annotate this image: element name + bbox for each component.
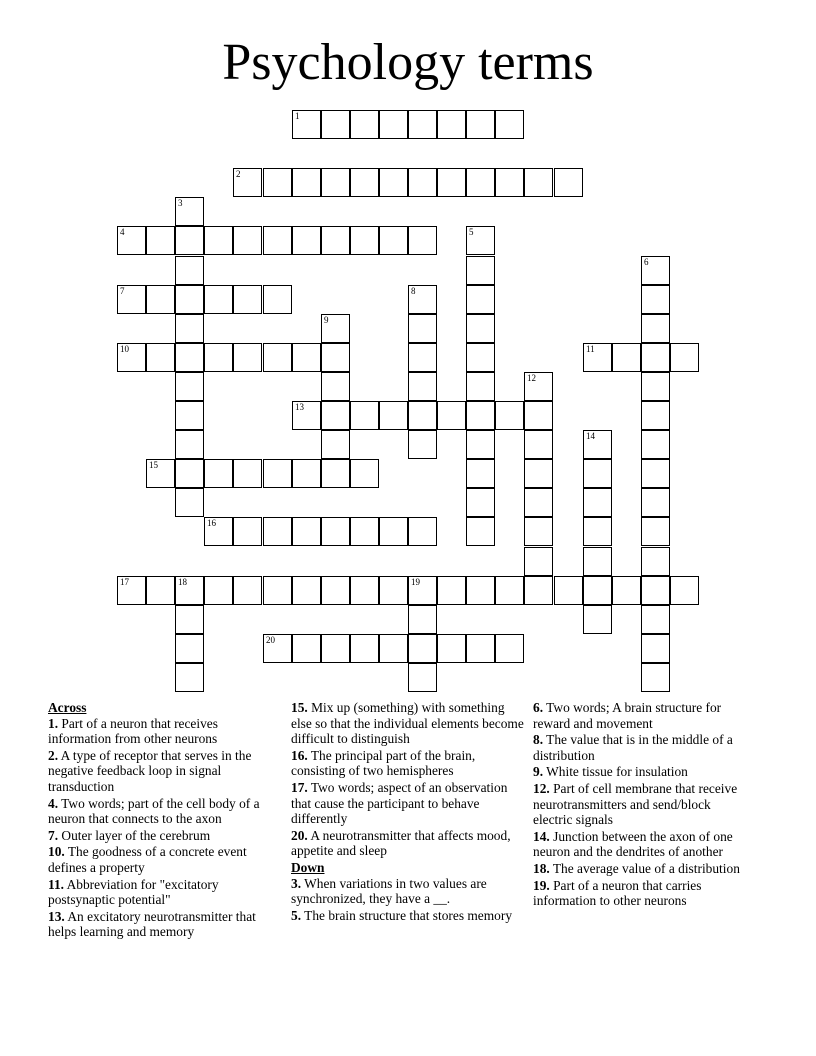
grid-cell[interactable] — [175, 605, 204, 634]
grid-cell[interactable] — [612, 343, 641, 372]
grid-cell[interactable] — [321, 110, 350, 139]
clue-number-label: 1. — [48, 715, 59, 731]
grid-cell[interactable] — [175, 401, 204, 430]
grid-cell[interactable] — [117, 576, 146, 605]
clue-number: 8 — [411, 286, 416, 296]
grid-cell[interactable] — [292, 459, 321, 488]
grid-cell[interactable] — [321, 517, 350, 546]
grid-cell[interactable] — [233, 226, 262, 255]
grid-cell[interactable] — [524, 430, 553, 459]
down-clue — [533, 732, 743, 763]
clue-number-label: 11. — [48, 876, 64, 892]
grid-cell[interactable] — [292, 634, 321, 663]
clue-number: 14 — [586, 431, 595, 441]
grid-cell[interactable] — [350, 168, 379, 197]
grid-cell[interactable] — [350, 459, 379, 488]
grid-cell[interactable] — [146, 226, 175, 255]
clue-text: A type of receptor that serves in the negative feedback loop in signal transduction — [48, 747, 252, 794]
grid-cell[interactable] — [641, 547, 670, 576]
grid-cell[interactable] — [670, 343, 699, 372]
grid-cell[interactable] — [466, 256, 495, 285]
clue-number: 15 — [149, 460, 158, 470]
grid-cell[interactable] — [466, 517, 495, 546]
grid-cell[interactable] — [466, 401, 495, 430]
clue-number-label: 16. — [291, 747, 308, 763]
grid-cell[interactable] — [175, 314, 204, 343]
grid-cell[interactable] — [263, 517, 292, 546]
grid-cell[interactable] — [233, 576, 262, 605]
grid-cell[interactable] — [466, 372, 495, 401]
grid-cell[interactable] — [292, 576, 321, 605]
clue-number: 9 — [324, 315, 329, 325]
clue-number: 7 — [120, 286, 125, 296]
clue-text: Junction between the axon of one neuron and the dendrites of another — [533, 828, 733, 860]
grid-cell[interactable] — [408, 634, 437, 663]
grid-cell[interactable] — [321, 576, 350, 605]
grid-cell[interactable] — [233, 285, 262, 314]
grid-cell[interactable] — [641, 605, 670, 634]
grid-cell[interactable] — [204, 459, 233, 488]
grid-cell[interactable] — [408, 343, 437, 372]
grid-cell[interactable] — [524, 372, 553, 401]
across-clue — [48, 844, 280, 875]
grid-cell[interactable] — [524, 401, 553, 430]
grid-cell[interactable] — [408, 576, 437, 605]
across-clue — [48, 748, 280, 795]
grid-cell[interactable] — [379, 576, 408, 605]
grid-cell[interactable] — [408, 430, 437, 459]
down-clue — [533, 764, 743, 780]
grid-cell[interactable] — [641, 517, 670, 546]
grid-cell[interactable] — [466, 168, 495, 197]
grid-cell[interactable] — [146, 343, 175, 372]
clue-text: White tissue for insulation — [546, 764, 688, 780]
grid-cell[interactable] — [466, 488, 495, 517]
grid-cell[interactable] — [583, 576, 612, 605]
clue-number: 1 — [295, 111, 300, 121]
clue-number-label: 9. — [533, 764, 544, 780]
grid-cell[interactable] — [204, 226, 233, 255]
down-clue — [533, 829, 743, 860]
grid-cell[interactable] — [495, 110, 524, 139]
grid-cell[interactable] — [554, 168, 583, 197]
grid-cell[interactable] — [292, 110, 321, 139]
grid-cell[interactable] — [175, 663, 204, 692]
grid-cell[interactable] — [408, 401, 437, 430]
grid-cell[interactable] — [321, 226, 350, 255]
clue-column-1 — [48, 700, 280, 941]
across-clue — [291, 700, 527, 747]
grid-cell[interactable] — [321, 168, 350, 197]
clue-text: A neurotransmitter that affects mood, appetite and sleep — [291, 827, 511, 859]
clue-number: 6 — [644, 257, 649, 267]
clue-column-2 — [291, 700, 527, 924]
grid-cell[interactable] — [495, 634, 524, 663]
clue-number: 13 — [295, 402, 304, 412]
across-clue — [291, 780, 527, 827]
grid-cell[interactable] — [408, 663, 437, 692]
clue-number: 10 — [120, 344, 129, 354]
clue-number-label: 12. — [533, 780, 550, 796]
grid-cell[interactable] — [292, 517, 321, 546]
grid-cell[interactable] — [350, 634, 379, 663]
grid-cell[interactable] — [321, 634, 350, 663]
across-heading: Across — [48, 700, 87, 715]
down-clue — [533, 878, 743, 909]
clue-number-label: 5. — [291, 907, 302, 923]
grid-cell[interactable] — [524, 459, 553, 488]
grid-cell[interactable] — [641, 459, 670, 488]
down-clue — [533, 861, 743, 877]
grid-cell[interactable] — [321, 430, 350, 459]
grid-cell[interactable] — [466, 430, 495, 459]
grid-cell[interactable] — [641, 343, 670, 372]
grid-cell[interactable] — [204, 576, 233, 605]
grid-cell[interactable] — [641, 634, 670, 663]
clue-number-label: 8. — [533, 732, 544, 748]
grid-cell[interactable] — [204, 517, 233, 546]
grid-cell[interactable] — [495, 576, 524, 605]
grid-cell[interactable] — [292, 226, 321, 255]
grid-cell[interactable] — [175, 459, 204, 488]
grid-cell[interactable] — [408, 605, 437, 634]
clue-number-label: 15. — [291, 700, 308, 715]
clue-number: 4 — [120, 227, 125, 237]
clue-number-label: 17. — [291, 779, 308, 795]
grid-cell[interactable] — [350, 110, 379, 139]
grid-cell[interactable] — [146, 285, 175, 314]
grid-cell[interactable] — [379, 226, 408, 255]
grid-cell[interactable] — [583, 547, 612, 576]
grid-cell[interactable] — [641, 256, 670, 285]
grid-cell[interactable] — [175, 488, 204, 517]
clue-number: 18 — [178, 577, 187, 587]
grid-cell[interactable] — [292, 168, 321, 197]
grid-cell[interactable] — [233, 517, 262, 546]
grid-cell[interactable] — [612, 576, 641, 605]
grid-cell[interactable] — [175, 634, 204, 663]
grid-cell[interactable] — [117, 226, 146, 255]
grid-cell[interactable] — [379, 401, 408, 430]
grid-cell[interactable] — [350, 226, 379, 255]
across-clue — [291, 748, 527, 779]
grid-cell[interactable] — [524, 168, 553, 197]
grid-cell[interactable] — [437, 110, 466, 139]
clue-number: 12 — [527, 373, 536, 383]
grid-cell[interactable] — [524, 576, 553, 605]
across-clue — [48, 877, 280, 908]
clue-number: 5 — [469, 227, 474, 237]
grid-cell[interactable] — [437, 634, 466, 663]
clue-number: 2 — [236, 169, 241, 179]
grid-cell[interactable] — [146, 576, 175, 605]
grid-cell[interactable] — [321, 314, 350, 343]
clue-text: Part of cell membrane that receive neurotransmitters and send/block electric signals — [533, 780, 738, 828]
grid-cell[interactable] — [466, 576, 495, 605]
grid-cell[interactable] — [263, 168, 292, 197]
clue-text: Part of a neuron that carries information to other neurons — [533, 877, 702, 909]
grid-cell[interactable] — [408, 517, 437, 546]
clue-number-label: 6. — [533, 700, 544, 715]
clue-text: An excitatory neurotransmitter that helps learning and memory — [48, 908, 256, 940]
clue-text: The brain structure that stores memory — [304, 907, 513, 923]
grid-cell[interactable] — [175, 343, 204, 372]
across-clue — [48, 909, 280, 940]
grid-cell[interactable] — [583, 605, 612, 634]
clue-number: 16 — [207, 518, 216, 528]
grid-cell[interactable] — [204, 285, 233, 314]
clue-text: Two words; A brain structure for reward and movement — [533, 700, 722, 731]
across-clue — [48, 716, 280, 747]
clue-number-label: 4. — [48, 795, 59, 811]
grid-cell[interactable] — [175, 256, 204, 285]
grid-cell[interactable] — [641, 430, 670, 459]
grid-cell[interactable] — [408, 314, 437, 343]
grid-cell[interactable] — [495, 401, 524, 430]
grid-cell[interactable] — [641, 372, 670, 401]
grid-cell[interactable] — [554, 576, 583, 605]
clue-number-label: 19. — [533, 877, 550, 893]
grid-cell[interactable] — [233, 343, 262, 372]
grid-cell[interactable] — [408, 372, 437, 401]
clue-number: 11 — [586, 344, 595, 354]
grid-cell[interactable] — [408, 226, 437, 255]
down-clue — [533, 781, 743, 828]
grid-cell[interactable] — [117, 343, 146, 372]
grid-cell[interactable] — [350, 576, 379, 605]
grid-cell[interactable] — [204, 343, 233, 372]
grid-cell[interactable] — [233, 459, 262, 488]
grid-cell[interactable] — [641, 314, 670, 343]
grid-cell[interactable] — [263, 285, 292, 314]
grid-cell[interactable] — [175, 226, 204, 255]
page-title: Psychology terms — [222, 34, 594, 91]
grid-cell[interactable] — [466, 459, 495, 488]
grid-cell[interactable] — [379, 517, 408, 546]
across-clue — [48, 828, 280, 844]
down-clue — [533, 700, 743, 731]
grid-cell[interactable] — [408, 110, 437, 139]
grid-cell[interactable] — [408, 285, 437, 314]
grid-cell[interactable] — [466, 314, 495, 343]
clue-number-label: 13. — [48, 908, 65, 924]
clue-number: 19 — [411, 577, 420, 587]
grid-cell[interactable] — [524, 547, 553, 576]
grid-cell[interactable] — [408, 168, 437, 197]
grid-cell[interactable] — [641, 401, 670, 430]
grid-cell[interactable] — [263, 226, 292, 255]
clue-number-label: 10. — [48, 844, 65, 860]
grid-cell[interactable] — [175, 430, 204, 459]
grid-cell[interactable] — [466, 110, 495, 139]
clue-number-label: 2. — [48, 747, 59, 763]
clue-text: The value that is in the middle of a distribution — [533, 732, 733, 763]
clue-number-label: 3. — [291, 875, 302, 891]
clue-number-label: 7. — [48, 827, 59, 843]
clue-text: The goodness of a concrete event defines a property — [48, 844, 247, 875]
grid-cell[interactable] — [263, 343, 292, 372]
grid-cell[interactable] — [321, 343, 350, 372]
clue-text: Abbreviation for "excitatory postsynaptic potential" — [48, 876, 219, 908]
grid-cell[interactable] — [350, 517, 379, 546]
grid-cell[interactable] — [437, 168, 466, 197]
grid-cell[interactable] — [466, 634, 495, 663]
grid-cell[interactable] — [321, 372, 350, 401]
grid-cell[interactable] — [670, 576, 699, 605]
grid-cell[interactable] — [583, 488, 612, 517]
clue-number: 20 — [266, 635, 275, 645]
grid-cell[interactable] — [641, 663, 670, 692]
grid-cell[interactable] — [175, 372, 204, 401]
grid-cell[interactable] — [379, 110, 408, 139]
clue-text: When variations in two values are synchronized, they have a __. — [291, 875, 487, 907]
grid-cell[interactable] — [117, 285, 146, 314]
grid-cell[interactable] — [641, 488, 670, 517]
grid-cell[interactable] — [437, 401, 466, 430]
grid-cell[interactable] — [175, 285, 204, 314]
grid-cell[interactable] — [350, 401, 379, 430]
across-clue — [291, 828, 527, 859]
grid-cell[interactable] — [146, 459, 175, 488]
grid-cell[interactable] — [175, 576, 204, 605]
grid-cell[interactable] — [583, 430, 612, 459]
clue-text: Mix up (something) with something else so that the individual elements become difficult to distinguish — [291, 700, 524, 747]
grid-cell[interactable] — [263, 459, 292, 488]
clue-text: Part of a neuron that receives information from other neurons — [48, 715, 218, 747]
grid-cell[interactable] — [466, 226, 495, 255]
across-clue — [48, 796, 280, 827]
down-heading: Down — [291, 859, 325, 875]
grid-cell[interactable] — [524, 488, 553, 517]
grid-cell[interactable] — [263, 634, 292, 663]
clue-column-3 — [533, 700, 743, 910]
grid-cell[interactable] — [495, 168, 524, 197]
clue-number: 17 — [120, 577, 129, 587]
grid-cell[interactable] — [379, 168, 408, 197]
grid-cell[interactable] — [466, 285, 495, 314]
grid-cell[interactable] — [583, 517, 612, 546]
clue-number: 3 — [178, 198, 183, 208]
grid-cell[interactable] — [263, 576, 292, 605]
grid-cell[interactable] — [437, 576, 466, 605]
clue-text: The average value of a distribution — [552, 860, 740, 876]
grid-cell[interactable] — [583, 343, 612, 372]
grid-cell[interactable] — [233, 168, 262, 197]
clue-number-label: 14. — [533, 828, 550, 844]
clue-text: The principal part of the brain, consisting of two hemispheres — [291, 747, 476, 779]
grid-cell[interactable] — [379, 634, 408, 663]
clue-text: Two words; aspect of an observation that cause the participant to behave differently — [291, 779, 508, 827]
grid-cell[interactable] — [583, 459, 612, 488]
grid-cell[interactable] — [175, 197, 204, 226]
grid-cell[interactable] — [292, 343, 321, 372]
clue-number-label: 18. — [533, 860, 550, 876]
clue-number-label: 20. — [291, 827, 308, 843]
down-clue — [291, 876, 527, 907]
down-clue — [291, 908, 527, 924]
clue-text: Two words; part of the cell body of a neuron that connects to the axon — [48, 795, 260, 827]
grid-cell[interactable] — [321, 401, 350, 430]
grid-cell[interactable] — [641, 576, 670, 605]
grid-cell[interactable] — [466, 343, 495, 372]
clue-text: Outer layer of the cerebrum — [61, 827, 211, 843]
grid-cell[interactable] — [292, 401, 321, 430]
grid-cell[interactable] — [321, 459, 350, 488]
grid-cell[interactable] — [641, 285, 670, 314]
grid-cell[interactable] — [524, 517, 553, 546]
